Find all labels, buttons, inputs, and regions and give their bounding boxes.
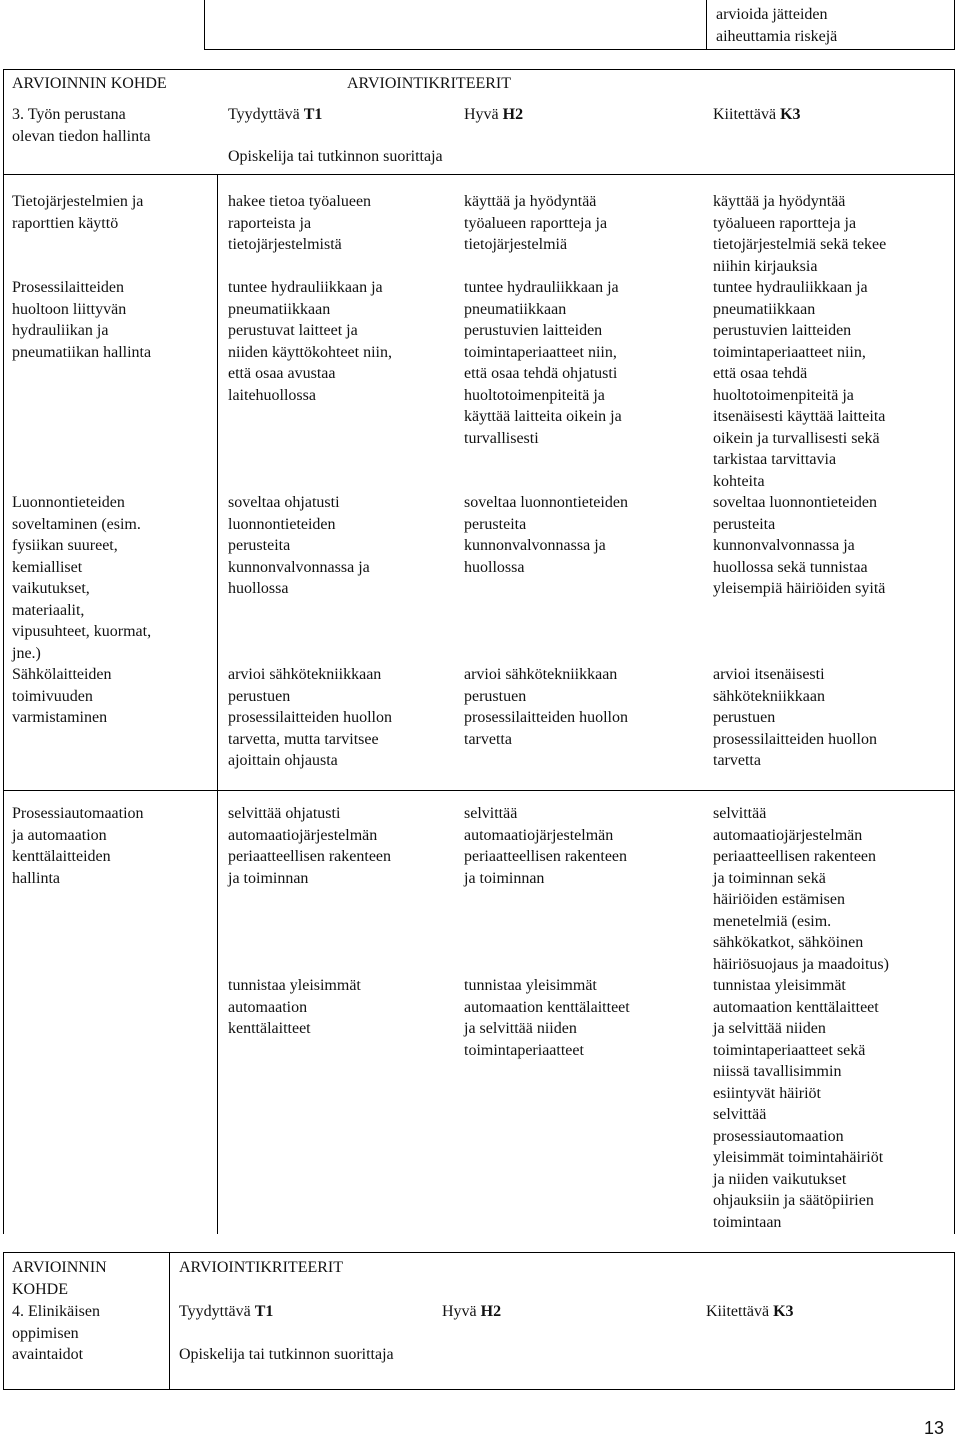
grade-t1: Tyydyttävä T1 [228, 106, 323, 123]
criterion-h2: käyttää ja hyödyntää työalueen raportteja ja tietojärjestelmiä [464, 193, 608, 253]
criterion-t1: arvioi sähkötekniikkaan perustuen prosessilaitteiden huollon tarvetta, mutta tarvitsee ajoittain ohjausta [228, 666, 392, 769]
criterion-t1: tuntee hydrauliikkaan ja pneumatiikkaan perustuvat laitteet ja niiden käyttökohteet niin, että osaa avustaa laitehuollossa [228, 279, 392, 404]
rule [204, 0, 205, 49]
criterion-t1: selvittää ohjatusti automaatiojärjestelmän periaatteellisen rakenteen ja toiminnan [228, 805, 392, 887]
rule [3, 174, 955, 175]
page-number: 13 [924, 1418, 945, 1438]
rule [3, 1252, 955, 1253]
rule [954, 1252, 955, 1390]
item-label: Tietojärjestelmien ja raporttien käyttö [12, 193, 144, 232]
kohde-header: ARVIOINNIN KOHDE [12, 1259, 107, 1298]
criterion-t1: tunnistaa yleisimmät automaation kenttälaitteet [228, 977, 361, 1037]
criterion-h2: tunnistaa yleisimmät automaation kenttälaitteet ja selvittää niiden toimintaperiaatteet [464, 977, 630, 1059]
grade-h2: Hyvä H2 [464, 106, 524, 123]
top-cell-text: arvioida jätteiden aiheuttamia riskejä [716, 6, 838, 45]
criterion-t1: hakee tietoa työalueen raporteista ja tietojärjestelmistä [228, 193, 372, 253]
section-topic: 4. Elinikäisen oppimisen avaintaidot [12, 1303, 100, 1363]
criterion-t1: soveltaa ohjatusti luonnontieteiden perusteita kunnonvalvonnassa ja huollossa [228, 494, 370, 597]
criterion-h2: selvittää automaatiojärjestelmän periaatteellisen rakenteen ja toiminnan [464, 805, 628, 887]
rule [954, 69, 955, 1234]
rule [3, 69, 955, 70]
subject-line: Opiskelija tai tutkinnon suorittaja [228, 148, 443, 165]
rule [204, 49, 955, 50]
item-label: Prosessiautomaation ja automaation kenttälaitteiden hallinta [12, 805, 144, 887]
criterion-k3: tunnistaa yleisimmät automaation kenttälaitteet ja selvittää niiden toimintaperiaatteet sekä niissä tavallisimmin esiintyvät häiriöt selvittää prosessiautomaation yleisimmät toimintahäiriöt ja niiden vaikutukset ohjauksiin ja säätöpiirien toimintaan [713, 977, 884, 1231]
subject-line: Opiskelija tai tutkinnon suorittaja [179, 1346, 394, 1363]
rule [3, 69, 4, 1234]
item-label: Prosessilaitteiden huoltoon liittyvän hydrauliikan ja pneumatiikan hallinta [12, 279, 152, 361]
grade-k3: Kiitettävä K3 [713, 106, 801, 123]
grade-t1: Tyydyttävä T1 [179, 1303, 274, 1320]
section-topic: 3. Työn perustana olevan tiedon hallinta [12, 106, 151, 145]
kriteerit-header: ARVIOINTIKRITEERIT [347, 75, 512, 92]
rule [3, 790, 955, 791]
criterion-h2: arvioi sähkötekniikkaan perustuen prosessilaitteiden huollon tarvetta [464, 666, 628, 748]
criterion-h2: soveltaa luonnontieteiden perusteita kunnonvalvonnassa ja huollossa [464, 494, 628, 576]
kriteerit-header: ARVIOINTIKRITEERIT [179, 1259, 344, 1276]
criterion-k3: käyttää ja hyödyntää työalueen raportteja ja tietojärjestelmiä sekä tekee niihin kirjauksia [713, 193, 887, 275]
rule [3, 1389, 955, 1390]
kohde-header: ARVIOINNIN KOHDE [12, 75, 167, 92]
grade-k3: Kiitettävä K3 [706, 1303, 794, 1320]
rule [3, 1252, 4, 1390]
rule [954, 0, 955, 49]
criterion-k3: arvioi itsenäisesti sähkötekniikkaan perustuen prosessilaitteiden huollon tarvetta [713, 666, 877, 769]
criterion-k3: soveltaa luonnontieteiden perusteita kunnonvalvonnassa ja huollossa sekä tunnistaa yleisempiä häiriöiden syitä [713, 494, 886, 597]
rule [217, 174, 218, 1234]
criterion-k3: tuntee hydrauliikkaan ja pneumatiikkaan perustuvien laitteiden toimintaperiaatteet niin, että osaa tehdä huoltotoimenpiteitä ja itsenäisesti käyttää laitteita oikein ja turvallisesti sekä tarkistaa tarvittavia kohteita [713, 279, 886, 490]
grade-h2: Hyvä H2 [442, 1303, 502, 1320]
item-label: Luonnontieteiden soveltaminen (esim. fysiikan suureet, kemialliset vaikutukset, materiaalit, vipusuhteet, kuormat, jne.) Sähkölaitteiden toimivuuden varmistaminen [12, 494, 152, 726]
criterion-h2: tuntee hydrauliikkaan ja pneumatiikkaan perustuvien laitteiden toimintaperiaatteet niin, että osaa tehdä ohjatusti huoltotoimenpiteitä ja käyttää laitteita oikein ja turvallisesti [464, 279, 622, 447]
criterion-k3: selvittää automaatiojärjestelmän periaatteellisen rakenteen ja toiminnan sekä häiriöiden estämisen menetelmiä (esim. sähkökatkot, sähköinen häiriösuojaus ja maadoitus) [713, 805, 889, 973]
rule [706, 0, 707, 49]
rule [169, 1252, 170, 1390]
